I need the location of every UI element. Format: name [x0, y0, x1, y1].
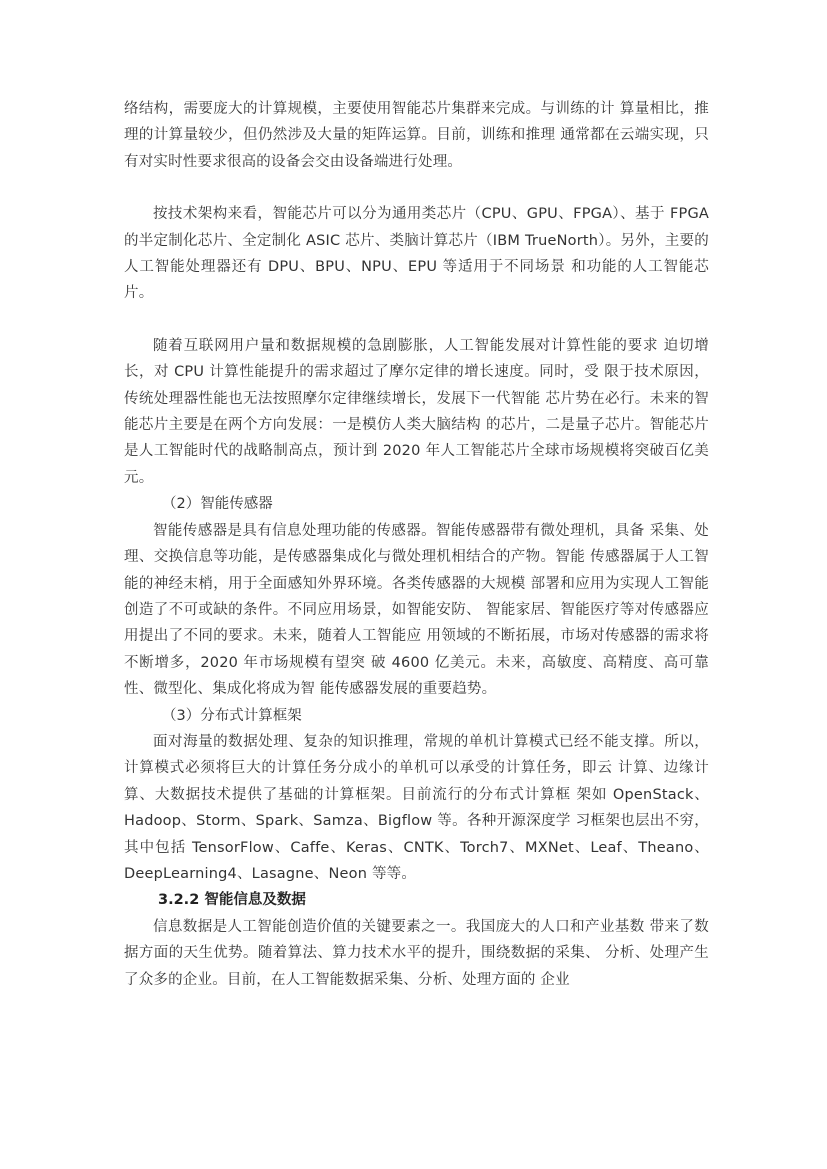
subheading-smart-sensor: （2）智能传感器 — [162, 496, 273, 513]
paragraph-training-inference: 络结构，需要庞大的计算规模，主要使用智能芯片集群来完成。与训练的计 算量相比，推理的计算量较少，但仍然涉及大量的矩阵运算。目前，训练和推理 通常都在云端实现，只有对实时性要求很高的设备会交由设备端进行处理。 — [124, 101, 709, 170]
paragraph-chip-trends: 随着互联网用户量和数据规模的急剧膨胀，人工智能发展对计算性能的要求 迫切增长，对 CPU 计算性能提升的需求超过了摩尔定律的增长速度。同时，受 限于技术原因，传统处理器性能也无法按照摩尔定律继续增长，发展下一代智能 芯片势在必行。未来的智能芯片主要是在两个方向发展：一是模仿人类大脑结构 的芯片，二是量子芯片。智能芯片是人工智能时代的战略制高点，预计到 2020 年人工智能芯片全球市场规模将突破百亿美元。 — [124, 337, 709, 486]
paragraph-smart-sensor: 智能传感器是具有信息处理功能的传感器。智能传感器带有微处理机，具备 采集、处理、交换信息等功能，是传感器集成化与微处理机相结合的产物。智能 传感器属于人工智能的神经末梢，用于全面感知外界环境。各类传感器的大规模 部署和应用为实现人工智能创造了不可或缺的条件。不同应用场景，如智能安防、 智能家居、智能医疗等对传感器应用提出了不同的要求。未来，随着人工智能应 用领域的不断拓展，市场对传感器的需求将不断增多，2020 年市场规模有望突 破 4600 亿美元。未来，高敏度、高精度、高可靠性、微型化、集成化将成为智 能传感器发展的重要趋势。 — [124, 522, 709, 698]
subheading-distributed-framework: （3）分布式计算框架 — [162, 707, 302, 724]
paragraph-chip-architecture: 按技术架构来看，智能芯片可以分为通用类芯片（CPU、GPU、FPGA）、基于 FPGA 的半定制化芯片、全定制化 ASIC 芯片、类脑计算芯片（IBM TrueNorth）。另外，主要的人工智能处理器还有 DPU、BPU、NPU、EPU 等适用于不同场景 和功能的人工智能芯片。 — [124, 206, 709, 302]
paragraph-data: 信息数据是人工智能创造价值的关键要素之一。我国庞大的人口和产业基数 带来了数据方面的天生优势。随着算法、算力技术水平的提升，围绕数据的采集、 分析、处理产生了众多的企业。目前，在人工智能数据采集、分析、处理方面的 企业 — [124, 918, 709, 988]
paragraph-distributed-framework: 面对海量的数据处理、复杂的知识推理，常规的单机计算模式已经不能支撑。所以，计算模式必须将巨大的计算任务分成小的单机可以承受的计算任务，即云 计算、边缘计算、大数据技术提供了基础的计算框架。目前流行的分布式计算框 架如 OpenStack、Hadoop、Storm、Spark、Samza、Bigflow 等。各种开源深度学 习框架也层出不穷，其中包括 TensorFlow、Caffe、Keras、CNTK、Torch7、MXNet、Leaf、Theano、DeepLearning4、Lasagne、Neon 等等。 — [124, 733, 709, 882]
document-page — [124, 96, 709, 993]
section-heading-data: 3.2.2 智能信息及数据 — [158, 892, 306, 909]
